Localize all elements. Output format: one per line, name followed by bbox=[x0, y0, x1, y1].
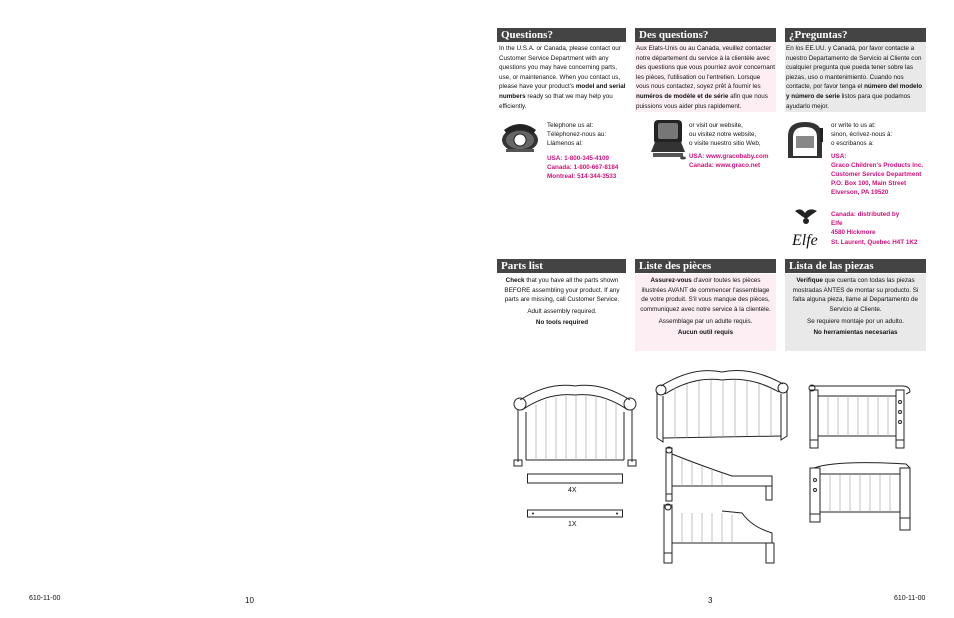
footboard-illustration-2 bbox=[806, 460, 916, 532]
website-canada-link[interactable]: Canada: www.graco.net bbox=[689, 161, 761, 169]
canada-distributor-block bbox=[831, 210, 931, 247]
parts-header-fr: Liste des pièces bbox=[635, 259, 776, 273]
part-quantity-1x: 1X bbox=[568, 521, 577, 528]
web-label-line: or visit our website, bbox=[689, 122, 743, 129]
questions-text-fr: Aux Etats-Unis ou au Canada, veuillez contacter notre département du service à la clientèle avec des questions que vous pourriez avoir concernant les pièces, l'utilisation ou l'entretien. Lorsque vous nous contactez, soyez prêt à fournir les numéros de modèle et de série afin que nous puissions vous aider plus rapidement. bbox=[635, 42, 776, 112]
parts-text-fr: Assurez-vous d'avoir toutes les pièces illustrées AVANT de commencer l'assemblage de votre produit. S'il vous manque des pièces, communiquez avec notre service à la clientèle. Assemblage par un adulte requis. Aucun outil requis bbox=[635, 274, 776, 351]
questions-header-en: Questions? bbox=[497, 28, 626, 42]
mail-address-line: Elverson, PA 19520 bbox=[831, 189, 889, 197]
footer-code-right: 610-11-00 bbox=[894, 595, 926, 602]
phone-contact-block bbox=[547, 121, 633, 181]
phone-number-montreal: Montreal: 514-344-3533 bbox=[547, 173, 617, 181]
mail-label-line: or write to us at: bbox=[831, 122, 876, 129]
footer-code-left: 610-11-00 bbox=[29, 595, 61, 602]
page-number-right: 3 bbox=[708, 596, 713, 605]
web-label-line: o visite nuestro sitio Web, bbox=[689, 140, 761, 148]
adult-assembly-en: Adult assembly required. bbox=[527, 307, 597, 315]
phone-label-line: Llámenos al: bbox=[547, 140, 583, 148]
mail-address-line: USA: bbox=[831, 152, 847, 160]
no-tools-en: No tools required bbox=[535, 319, 589, 327]
mail-label-line: o escribanos a: bbox=[831, 140, 874, 148]
side-panel-illustration-1 bbox=[662, 446, 776, 502]
website-usa-link[interactable]: USA: www.gracobaby.com bbox=[689, 152, 769, 160]
mail-label-line: sinon, écrivez-nous à: bbox=[831, 131, 893, 139]
questions-text-en: In the U.S.A. or Canada, please contact our Customer Service Department with any questions you may have concerning parts, use, or maintenance. When you contact us, please have your product's model and serial numbers ready so that we may help you efficiently. bbox=[499, 45, 626, 110]
parts-header-en: Parts list bbox=[497, 259, 626, 273]
telephone-icon bbox=[500, 120, 540, 154]
side-panel-illustration-2 bbox=[662, 503, 782, 565]
mail-address-line: P.O. Box 100, Main Street bbox=[831, 180, 907, 188]
adult-assembly-fr: Assemblage par un adulte requis. bbox=[658, 318, 753, 326]
mail-address-line: Graco Children's Products Inc. bbox=[831, 161, 924, 169]
footboard-illustration-1 bbox=[806, 382, 914, 450]
slat-part-4x bbox=[527, 473, 624, 485]
web-contact-block bbox=[689, 121, 779, 170]
page-number-left: 10 bbox=[245, 596, 254, 605]
questions-header-es: ¿Preguntas? bbox=[785, 28, 926, 42]
no-tools-es: No herramientas necesarias bbox=[813, 328, 898, 336]
elfe-logo bbox=[789, 207, 823, 249]
phone-label-line: Telephone us at: bbox=[547, 122, 594, 129]
parts-header-es: Lista de las piezas bbox=[785, 259, 926, 273]
elfe-logo-text: Elfe bbox=[792, 232, 818, 249]
adult-assembly-es: Se requiere montaje por un adulto. bbox=[807, 318, 904, 326]
questions-text-es: En los EE.UU. y Canadá, por favor contacte a nuestro Departamento de Servicio al Cliente con cualquier pregunta que pueda tener sobre las piezas, uso o mantenimiento. Cuando nos contacte, por favor tenga el número del modelo y número de serie listos para que podamos ayudarlo mejor. bbox=[785, 42, 926, 112]
mail-address-line: Customer Service Department bbox=[831, 171, 922, 179]
no-tools-fr: Aucun outil requis bbox=[677, 328, 734, 336]
phone-number-canada: Canada: 1-800-667-8184 bbox=[547, 163, 619, 171]
parts-text-es: Verifique que cuenta con todas las piezas mostradas ANTES de montar su producto. Si falta alguna pieza, llame al Departamento de Servicio al Cliente. Se requiere montaje por un adulto. No herramientas necesarias bbox=[785, 274, 926, 351]
phone-label-line: Téléphonez-nous au: bbox=[547, 131, 607, 139]
computer-icon bbox=[651, 118, 687, 160]
canada-distributor-line: 4580 Hickmore bbox=[831, 229, 876, 237]
headboard-perspective-illustration bbox=[653, 368, 791, 444]
mailbox-icon bbox=[784, 118, 826, 160]
questions-header-fr: Des questions? bbox=[635, 28, 776, 42]
parts-text-en: Check that you have all the parts shown BEFORE assembling your product. If any parts are missing, call Customer Service. Adult assembly required. No tools required bbox=[499, 276, 625, 328]
canada-distributor-line: Elfe bbox=[831, 220, 843, 228]
mail-contact-block bbox=[831, 121, 931, 198]
headboard-illustration bbox=[508, 382, 642, 468]
web-label-line: ou visitez notre website, bbox=[689, 131, 757, 139]
part-quantity-4x: 4X bbox=[568, 487, 577, 494]
canada-distributor-line: St. Laurent, Quebec H4T 1K2 bbox=[831, 238, 918, 246]
rail-part-1x bbox=[527, 508, 624, 520]
canada-distributor-line: Canada: distributed by bbox=[831, 211, 900, 218]
phone-number-usa: USA: 1-800-345-4109 bbox=[547, 154, 609, 162]
